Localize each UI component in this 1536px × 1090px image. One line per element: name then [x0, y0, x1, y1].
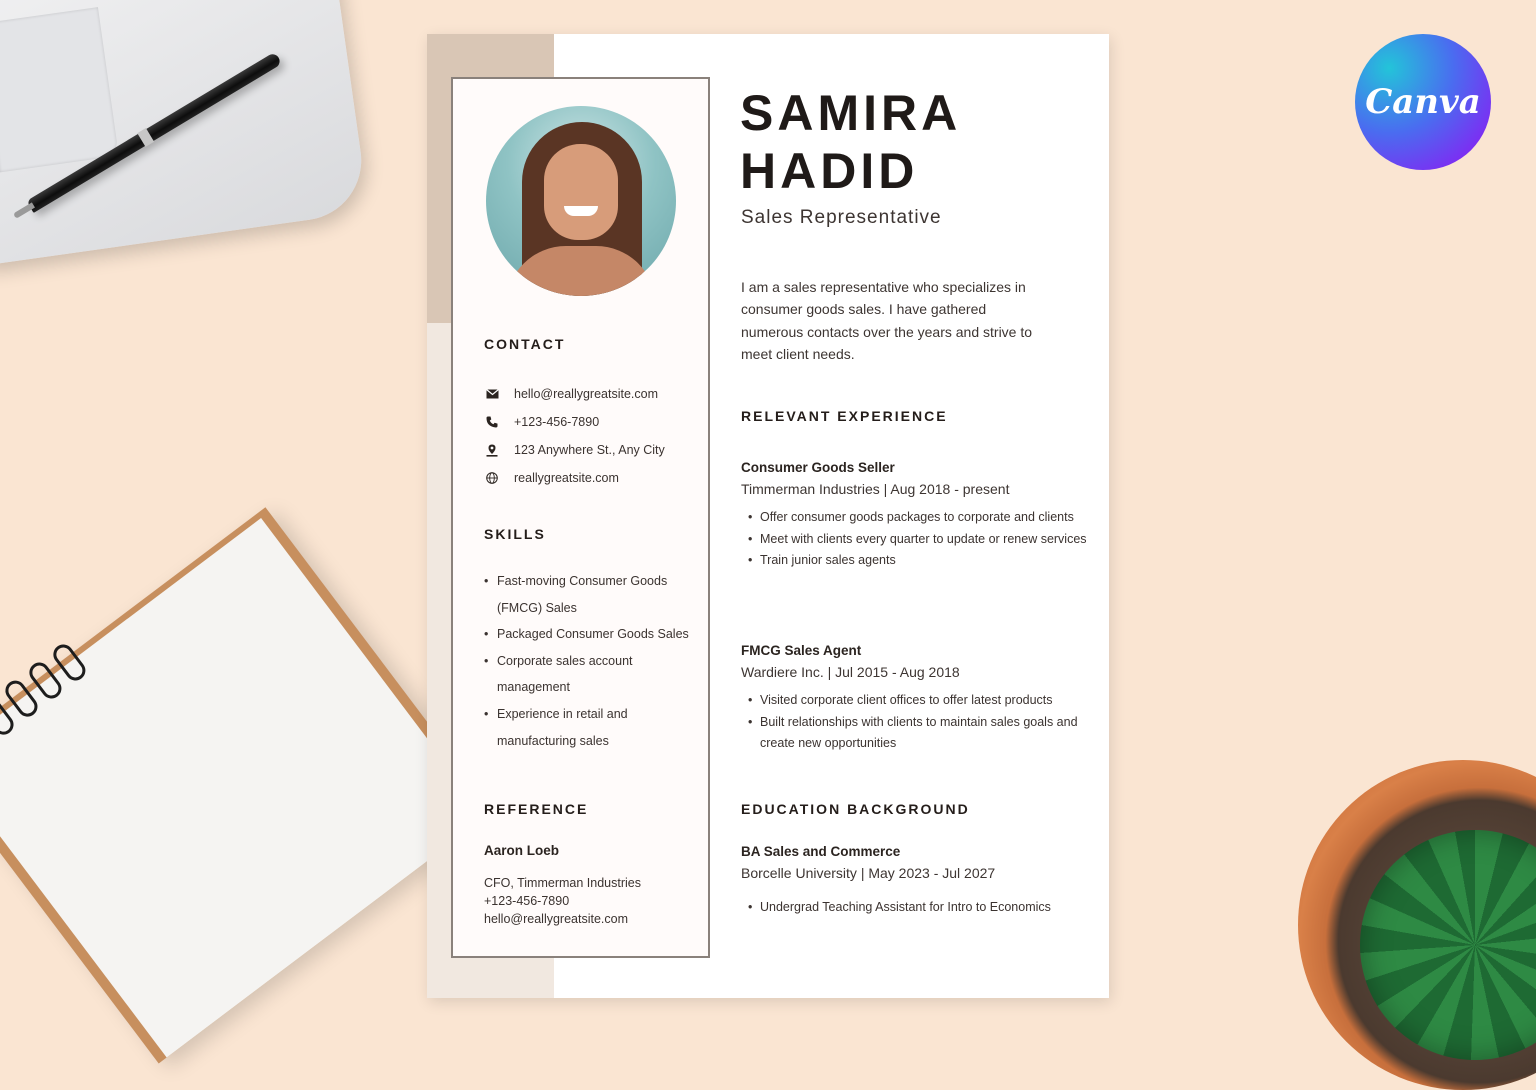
profile-summary: I am a sales representative who specializes in consumer goods sales. I have gathered numerous contacts over the years and strive to meet client needs.: [741, 279, 1033, 362]
globe-icon: [484, 470, 500, 486]
contact-website: [484, 468, 619, 488]
skill-item: • Corporate sales account management: [484, 648, 704, 701]
job-meta: Timmerman Industries | Aug 2018 - present: [741, 481, 1010, 497]
experience-heading: RELEVANT EXPERIENCE: [741, 408, 948, 424]
canva-logo: [1355, 34, 1491, 170]
skills-list: [484, 568, 704, 754]
contact-website-text: reallygreatsite.com: [514, 471, 619, 485]
location-pin-icon: [484, 442, 500, 458]
job-bullets: [748, 690, 1088, 755]
reference-title: CFO, Timmerman Industries: [484, 876, 641, 890]
photo-face: [544, 144, 618, 240]
job-bullet: • Built relationships with clients to maintain sales goals and create new opportunities: [748, 712, 1088, 755]
contact-address-text: 123 Anywhere St., Any City: [514, 443, 665, 457]
job-title: Consumer Goods Seller: [741, 460, 895, 475]
education-meta: Borcelle University | May 2023 - Jul 2027: [741, 865, 996, 881]
reference-phone: +123-456-7890: [484, 894, 570, 908]
notebook-paper: [0, 518, 486, 1057]
skill-item: • Experience in retail and manufacturing sales: [484, 701, 704, 754]
job-bullets: [748, 507, 1088, 572]
name-last: HADID: [740, 143, 919, 199]
profile-photo: [486, 106, 676, 296]
reference-name: Aaron Loeb: [484, 843, 560, 858]
photo-smile: [564, 206, 598, 216]
education-degree: BA Sales and Commerce: [741, 844, 901, 859]
reference-heading: REFERENCE: [484, 801, 589, 817]
contact-email-text: hello@reallygreatsite.com: [514, 387, 659, 401]
phone-icon: [484, 414, 500, 430]
contact-address: [484, 440, 665, 460]
contact-phone-text: +123-456-7890: [514, 415, 600, 429]
job-bullet: • Train junior sales agents: [748, 550, 1088, 572]
name-first: SAMIRA: [740, 85, 962, 141]
skill-item: • Fast-moving Consumer Goods (FMCG) Sales: [484, 568, 704, 621]
skills-heading: SKILLS: [484, 526, 546, 542]
contact-heading: CONTACT: [484, 336, 566, 352]
job-bullet: • Offer consumer goods packages to corporate and clients: [748, 507, 1088, 529]
job-role: Sales Representative: [741, 207, 942, 228]
reference-email: hello@reallygreatsite.com: [484, 912, 629, 926]
education-heading: EDUCATION BACKGROUND: [741, 801, 970, 817]
job-bullet: • Meet with clients every quarter to update or renew services: [748, 529, 1088, 551]
skill-item: • Packaged Consumer Goods Sales: [484, 621, 704, 648]
envelope-icon: [484, 386, 500, 402]
contact-email: [484, 384, 658, 404]
laptop-trackpad: [0, 7, 119, 172]
education-bullets: [748, 897, 1088, 919]
education-bullet: • Undergrad Teaching Assistant for Intro to Economics: [748, 897, 1088, 919]
job-bullet: • Visited corporate client offices to offer latest products: [748, 690, 1088, 712]
canva-logo-text: Canva: [1365, 82, 1481, 122]
notebook-photo: [0, 507, 494, 1063]
contact-phone: [484, 412, 599, 432]
job-meta: Wardiere Inc. | Jul 2015 - Aug 2018: [741, 664, 960, 680]
laptop-photo: [0, 0, 369, 266]
job-title: FMCG Sales Agent: [741, 643, 862, 658]
